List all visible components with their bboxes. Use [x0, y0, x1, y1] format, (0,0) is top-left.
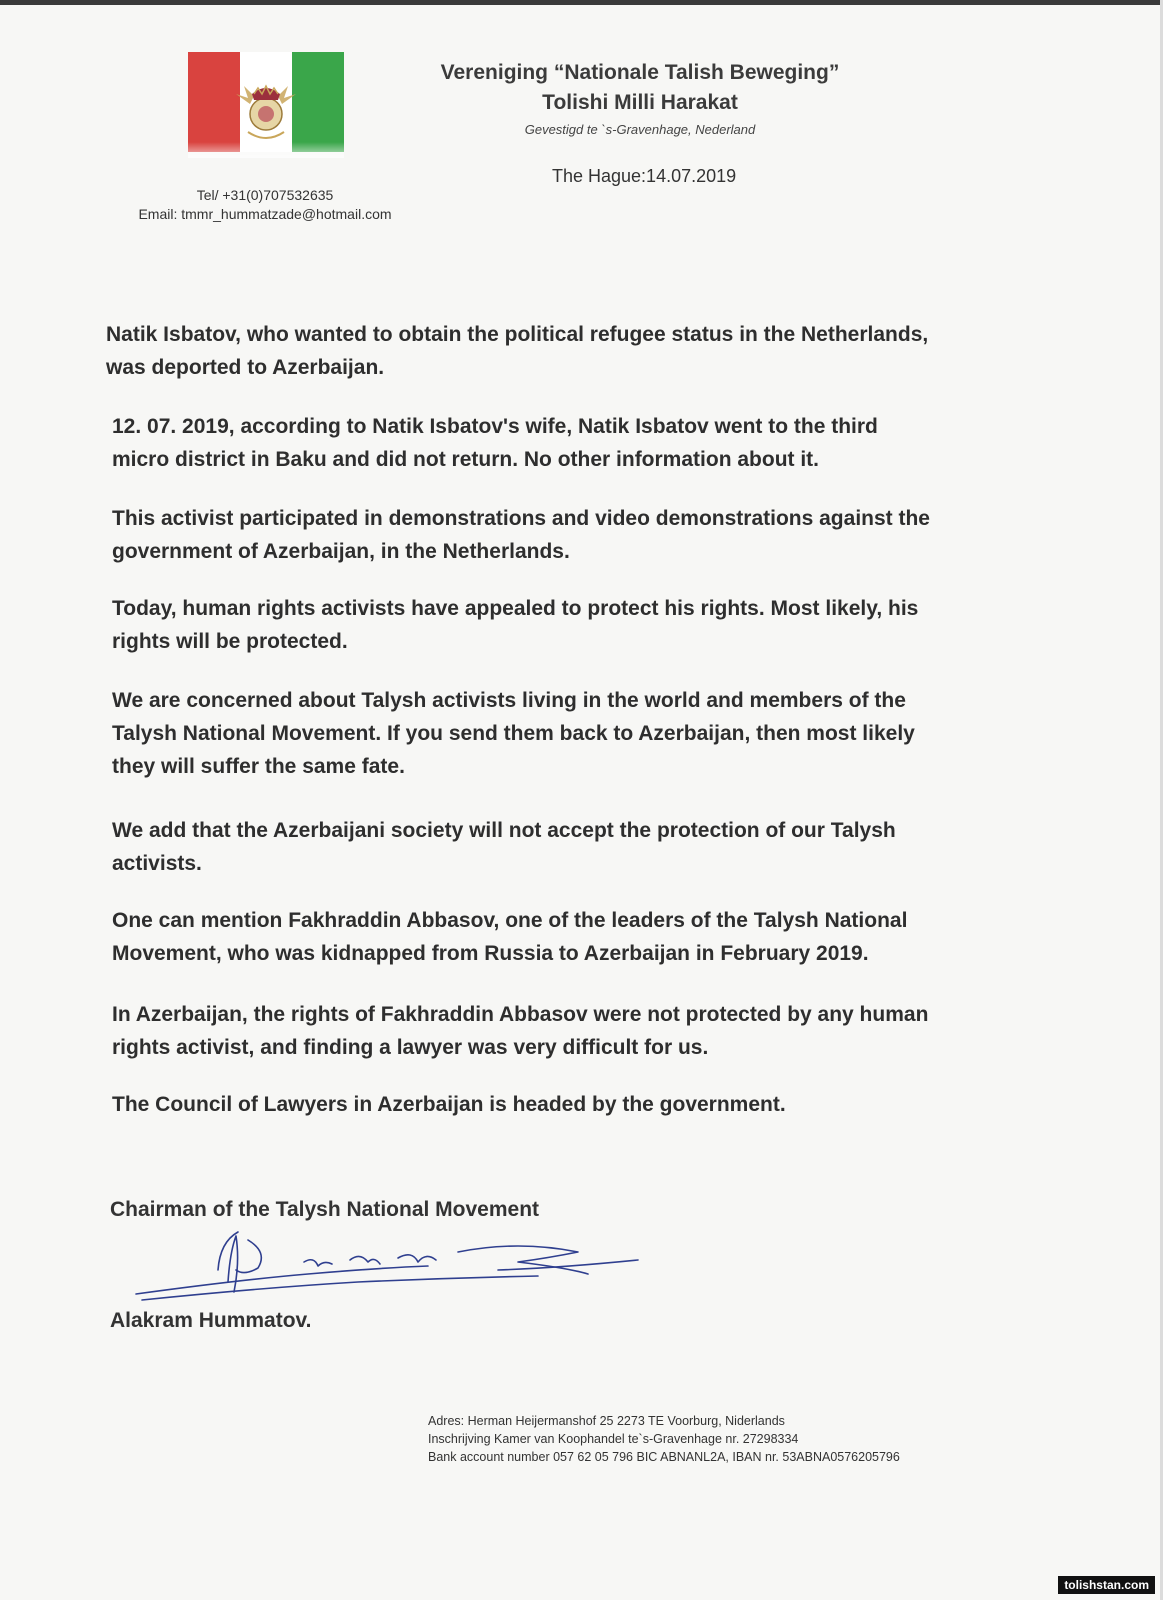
- footer-bank: Bank account number 057 62 05 796 BIC ABNANL2A, IBAN nr. 53ABNA0576205796: [428, 1450, 900, 1464]
- top-border: [0, 0, 1163, 5]
- email: Email: tmmr_hummatzade@hotmail.com: [138, 206, 392, 222]
- organization-logo: [188, 52, 344, 158]
- signatory-name: Alakram Hummatov.: [110, 1309, 312, 1332]
- signatory-title: Chairman of the Talysh National Movement: [110, 1198, 540, 1221]
- paragraph: Natik Isbatov, who wanted to obtain the political refugee status in the Netherlands, was deported to Azerbaijan.: [106, 323, 929, 379]
- paragraph: We are concerned about Talysh activists living in the world and members of the Talysh National Movement. If you send them back to Azerbaijan, then most likely they will suffer the same fate.: [112, 689, 915, 778]
- handwritten-signature: [118, 1222, 658, 1322]
- telephone: Tel/ +31(0)707532635: [196, 187, 334, 203]
- letter-date: The Hague:14.07.2019: [552, 166, 737, 186]
- paragraph: We add that the Azerbaijani society will not accept the protection of our Talysh activists.: [112, 819, 896, 875]
- footer: [428, 1412, 900, 1466]
- watermark: tolishstan.com: [1058, 1576, 1155, 1594]
- footer-address: Adres: Herman Heijermanshof 25 2273 TE Voorburg, Niderlands: [428, 1414, 785, 1428]
- org-name-dutch: Vereniging “Nationale Talish Beweging”: [440, 61, 840, 84]
- paragraph: This activist participated in demonstrations and video demonstrations against the government of Azerbaijan, in the Netherlands.: [112, 507, 930, 563]
- paragraph: Today, human rights activists have appealed to protect his rights. Most likely, his rights will be protected.: [112, 597, 919, 653]
- organization-header: [430, 58, 850, 137]
- paragraph: 12. 07. 2019, according to Natik Isbatov's wife, Natik Isbatov went to the third micro district in Baku and did not return. No other information about it.: [112, 415, 878, 471]
- footer-registration: Inschrijving Kamer van Koophandel te`s-Gravenhage nr. 27298334: [428, 1432, 799, 1446]
- contact-info: [100, 186, 430, 224]
- org-location: Gevestigd te `s-Gravenhage, Nederland: [524, 122, 756, 137]
- paragraph: The Council of Lawyers in Azerbaijan is headed by the government.: [112, 1093, 786, 1116]
- paragraph: One can mention Fakhraddin Abbasov, one of the leaders of the Talysh National Movement, who was kidnapped from Russia to Azerbaijan in February 2019.: [112, 909, 908, 965]
- paragraph: In Azerbaijan, the rights of Fakhraddin Abbasov were not protected by any human rights activist, and finding a lawyer was very difficult for us.: [112, 1003, 929, 1059]
- org-name-talysh: Tolishi Milli Harakat: [542, 91, 738, 114]
